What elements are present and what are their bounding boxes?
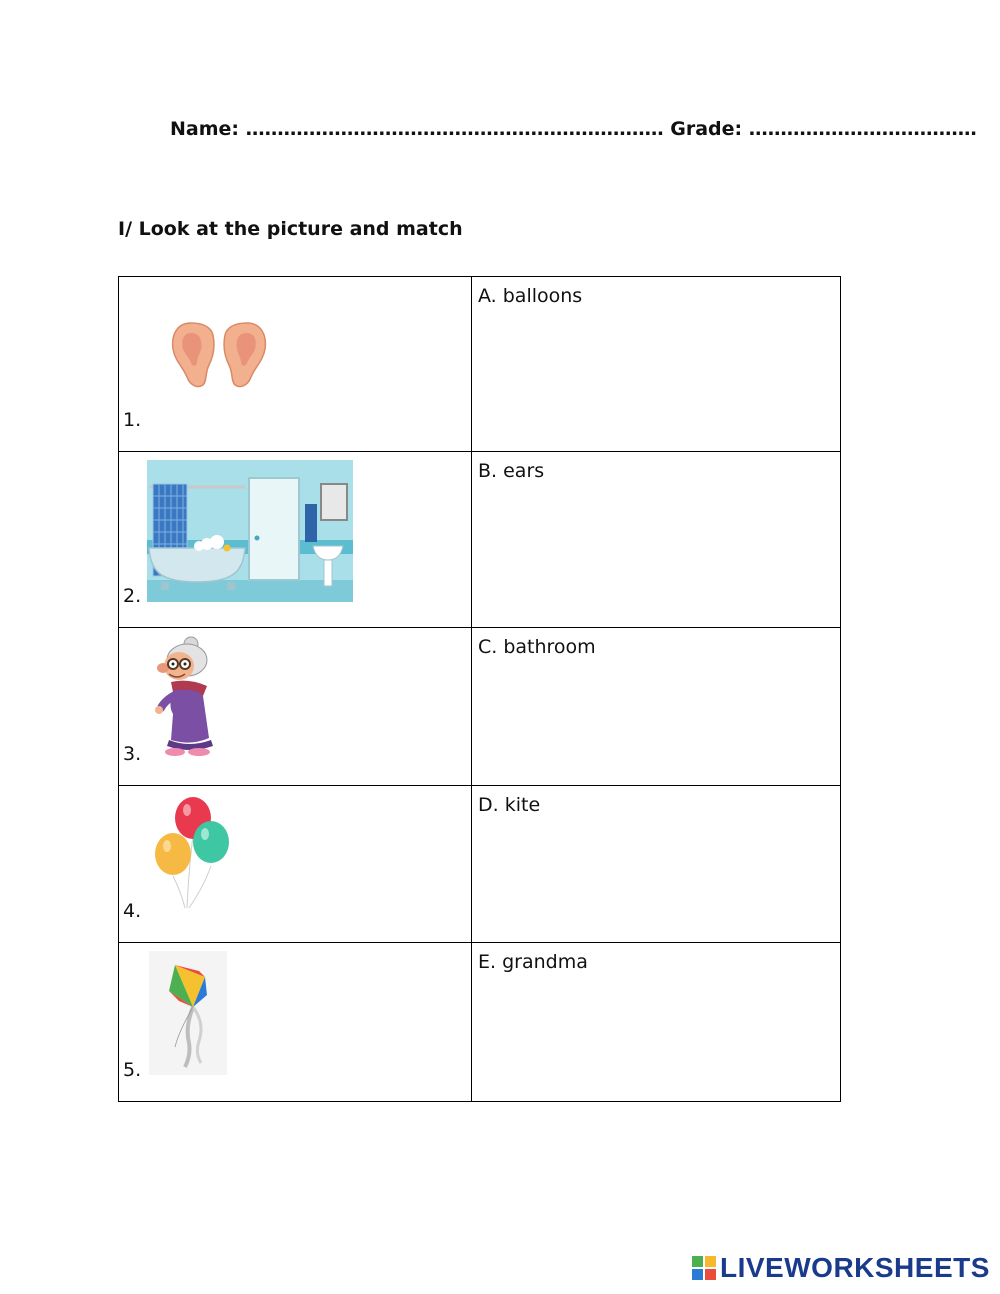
matching-table	[118, 276, 841, 1102]
answer-option: E. grandma	[478, 951, 588, 973]
picture-cell	[119, 786, 472, 943]
answer-option: A. balloons	[478, 285, 583, 307]
table-row	[119, 628, 841, 786]
picture-cell	[119, 628, 472, 786]
ears-picture	[169, 319, 269, 391]
table-row	[119, 277, 841, 452]
table-row	[119, 452, 841, 628]
answer-option: C. bathroom	[478, 636, 596, 658]
table-row	[119, 943, 841, 1102]
item-number: 1.	[123, 409, 142, 431]
answer-option: B. ears	[478, 460, 545, 482]
kite-picture	[149, 951, 227, 1075]
item-number: 4.	[123, 900, 142, 922]
bathroom-picture	[147, 460, 353, 602]
picture-cell	[119, 943, 472, 1102]
answer-cell	[472, 277, 841, 452]
section-title: I/ Look at the picture and match	[118, 218, 463, 240]
item-number: 2.	[123, 585, 142, 607]
answer-cell	[472, 943, 841, 1102]
answer-cell	[472, 628, 841, 786]
answer-cell	[472, 786, 841, 943]
item-number: 5.	[123, 1059, 142, 1081]
table-row	[119, 786, 841, 943]
item-number: 3.	[123, 743, 142, 765]
name-grade-line: Name: ………………………………………………………… Grade: ………………………………	[170, 118, 977, 140]
answer-cell	[472, 452, 841, 628]
answer-option: D. kite	[478, 794, 541, 816]
logo-text: LIVEWORKSHEETS	[720, 1252, 990, 1283]
balloons-picture	[153, 796, 233, 912]
liveworksheets-logo	[692, 1252, 990, 1284]
picture-cell	[119, 277, 472, 452]
picture-cell	[119, 452, 472, 628]
grandma-picture	[147, 634, 221, 760]
logo-blocks-icon	[692, 1256, 716, 1280]
